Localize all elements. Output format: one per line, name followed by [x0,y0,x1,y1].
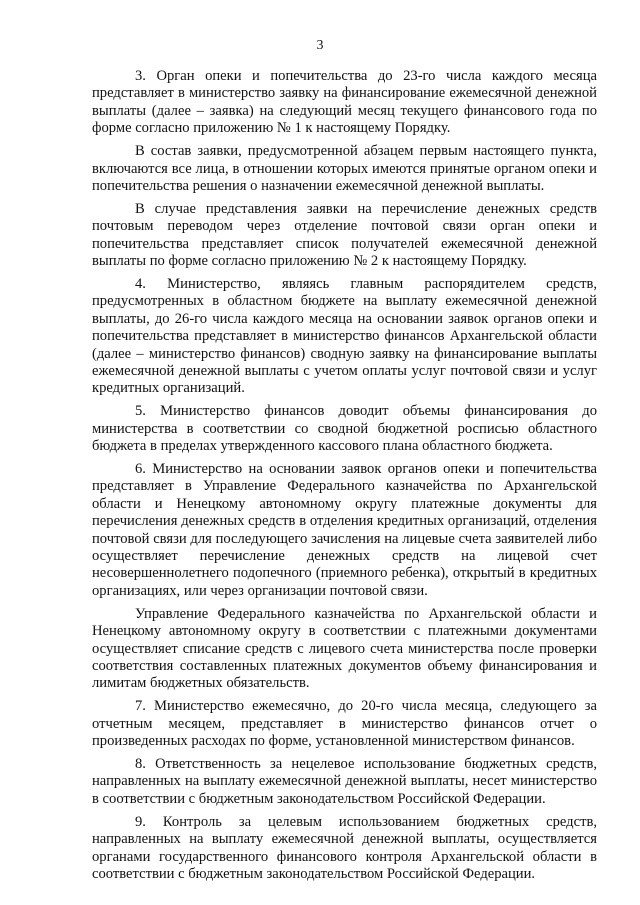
page-number: 3 [316,38,324,53]
paragraph-3-application-composition: В состав заявки, предусмотренной абзацем первым настоящего пункта, включаются все лица, в отношении которых имеются принятые органом опеки и попечительства решения о назначении ежемесячной денежной выплаты. [92,143,597,194]
paragraph-3: 3. Орган опеки и попечительства до 23-го числа каждого месяца представляет в министерство заявку на финансирование ежемесячной денежной выплаты (далее – заявка) на следующий месяц текущего финансового года по форме согласно приложению № 1 к настоящему Порядку. [92,68,597,137]
paragraph-6: 6. Министерство на основании заявок органов опеки и попечительства представляет в Управление Федерального казначейства по Архангельской области и Ненецкому автономному округу платежные документы для перечисления денежных средств в отделения кредитных организаций, отделения почтовой связи для последующего зачисления на лицевые счета заявителей либо осуществляет перечисление денежных средств на лицевой счет несовершеннолетнего подопечного (приемного ребенка), открытый в кредитных организациях, или через организации почтовой связи. [92,461,597,599]
paragraph-9: 9. Контроль за целевым использованием бюджетных средств, направленных на выплату ежемесячной денежной выплаты, осуществляется органами государственного финансового контроля Архангельской области в соответствии с бюджетным законодательством Российской Федерации. [92,813,597,882]
paragraph-7: 7. Министерство ежемесячно, до 20-го числа месяца, следующего за отчетным месяцем, представляет в министерство финансов отчет о произведенных расходах по форме, установленной министерством финансов. [92,698,597,750]
paragraph-5: 5. Министерство финансов доводит объемы финансирования до министерства в соответствии со сводной бюджетной росписью областного бюджета в пределах утвержденного кассового плана областного бюджета. [92,403,597,455]
document-body [92,68,597,889]
paragraph-4: 4. Министерство, являясь главным распорядителем средств, предусмотренных в областном бюджете на выплату ежемесячной денежной выплаты, до 26-го числа каждого месяца на основании заявок органов опеки и попечительства представляет в министерство финансов Архангельской области (далее – министерство финансов) сводную заявку на финансирование выплаты ежемесячной денежной выплаты с учетом оплаты услуг почтовой связи и услуг кредитных организаций. [92,275,597,397]
paragraph-8: 8. Ответственность за нецелевое использование бюджетных средств, направленных на выплату ежемесячной денежной выплаты, несет министерство в соответствии с бюджетным законодательством Российской Федерации. [92,756,597,807]
paragraph-6-treasury: Управление Федерального казначейства по Архангельской области и Ненецкому автономному округу в соответствии с платежными документами осуществляет списание средств с лицевого счета министерства после проверки соответствия составленных платежных документов объему финансирования и лимитам бюджетных обязательств. [92,605,597,692]
paragraph-3-postal-transfer: В случае представления заявки на перечисление денежных средств почтовым переводом через отделение почтовой связи орган опеки и попечительства представляет список получателей ежемесячной денежной выплаты по форме согласно приложению № 2 к настоящему Порядку. [92,200,597,270]
